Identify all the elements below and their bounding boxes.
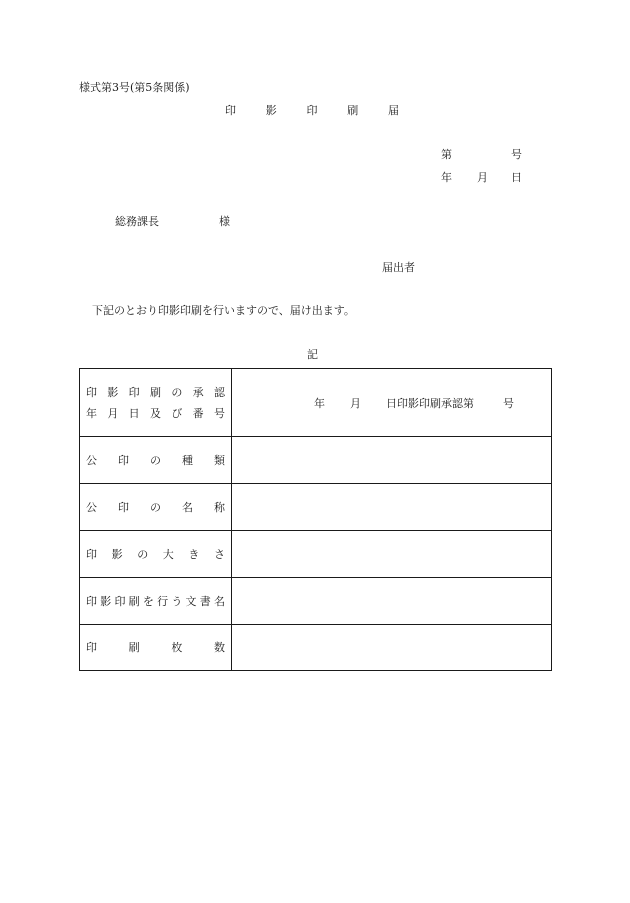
label-line <box>86 408 225 419</box>
label-char: 種 <box>182 453 193 467</box>
label-char: 番 <box>192 406 204 420</box>
label-line <box>86 387 225 398</box>
row-label-seal-size <box>80 531 232 578</box>
table-row <box>80 578 552 625</box>
row-label-document-name <box>80 578 232 625</box>
label-char: 及 <box>149 406 161 420</box>
table-row <box>80 437 552 484</box>
table-row <box>80 484 552 531</box>
label-char: 印 <box>86 547 97 561</box>
document-name-field[interactable] <box>232 578 552 625</box>
label-char: の <box>150 453 161 467</box>
table-row <box>80 625 552 671</box>
date-day-label: 日 <box>511 171 522 184</box>
label-char: 印 <box>128 385 140 399</box>
approval-year-label: 年 <box>314 397 325 410</box>
label-char: 印 <box>114 594 126 608</box>
table-row <box>80 369 552 437</box>
row-label-seal-name <box>80 484 232 531</box>
label-char: 影 <box>100 594 112 608</box>
approval-number-suffix: 号 <box>503 397 514 410</box>
document-title <box>225 105 399 116</box>
label-char: 影 <box>107 385 119 399</box>
seal-type-field[interactable] <box>232 437 552 484</box>
approval-date-number-field[interactable] <box>232 369 552 437</box>
label-char: う <box>171 594 183 608</box>
label-char: 日 <box>128 406 140 420</box>
label-char: 刷 <box>128 594 140 608</box>
seal-size-field[interactable] <box>232 531 552 578</box>
title-char: 刷 <box>347 104 359 117</box>
label-char: の <box>137 547 149 561</box>
label-char: 書 <box>199 594 211 608</box>
row-label-print-count <box>80 625 232 671</box>
title-char: 届 <box>388 104 399 117</box>
label-char: 年 <box>86 406 97 420</box>
print-count-field[interactable] <box>232 625 552 671</box>
label-char: さ <box>213 547 225 561</box>
row-label-seal-type <box>80 437 232 484</box>
label-char: 名 <box>213 594 225 608</box>
body-text: 下記のとおり印影印刷を行いますので、届け出ます。 <box>92 304 355 317</box>
addressee-honorific: 様 <box>219 215 230 228</box>
label-char: 行 <box>157 594 169 608</box>
label-char: 印 <box>86 594 97 608</box>
application-table <box>79 368 552 671</box>
table-row <box>80 531 552 578</box>
seal-name-field[interactable] <box>232 484 552 531</box>
note-heading: 記 <box>307 348 318 361</box>
date-year-label: 年 <box>441 171 452 184</box>
label-char: 文 <box>185 594 197 608</box>
label-char: 承 <box>192 385 204 399</box>
label-char: 刷 <box>149 385 161 399</box>
label-char: 類 <box>214 453 225 467</box>
label-char: 印 <box>118 500 129 514</box>
title-char: 影 <box>265 104 277 117</box>
title-char: 印 <box>306 104 318 117</box>
label-char: 刷 <box>128 641 140 654</box>
applicant-label: 届出者 <box>382 261 415 274</box>
row-label-approval <box>80 369 232 437</box>
approval-month-label: 月 <box>350 397 361 410</box>
label-char: び <box>171 406 183 420</box>
label-char: 数 <box>213 641 225 654</box>
addressee-name: 総務課長 <box>115 215 159 228</box>
label-char: 公 <box>86 500 97 514</box>
label-char: を <box>142 594 154 608</box>
date-month-label: 月 <box>477 171 488 184</box>
label-char: 印 <box>118 453 129 467</box>
label-char: 大 <box>162 547 174 561</box>
label-char: 月 <box>107 406 119 420</box>
label-char: 公 <box>86 453 97 467</box>
title-char: 印 <box>225 104 236 117</box>
label-char: の <box>171 385 183 399</box>
label-char: 枚 <box>171 641 183 654</box>
label-char: 名 <box>182 500 193 514</box>
form-number: 様式第3号(第5条関係) <box>79 81 190 94</box>
label-char: 影 <box>111 547 123 561</box>
ref-number-suffix: 号 <box>511 148 522 161</box>
label-char: 印 <box>86 641 97 654</box>
ref-number-prefix: 第 <box>441 148 452 161</box>
label-char: の <box>150 500 161 514</box>
label-char: 称 <box>214 500 225 514</box>
label-char: 印 <box>86 385 97 399</box>
label-char: き <box>188 547 200 561</box>
label-char: 号 <box>213 406 225 420</box>
approval-day-label: 日印影印刷承認第 <box>386 397 474 410</box>
label-char: 認 <box>213 385 225 399</box>
